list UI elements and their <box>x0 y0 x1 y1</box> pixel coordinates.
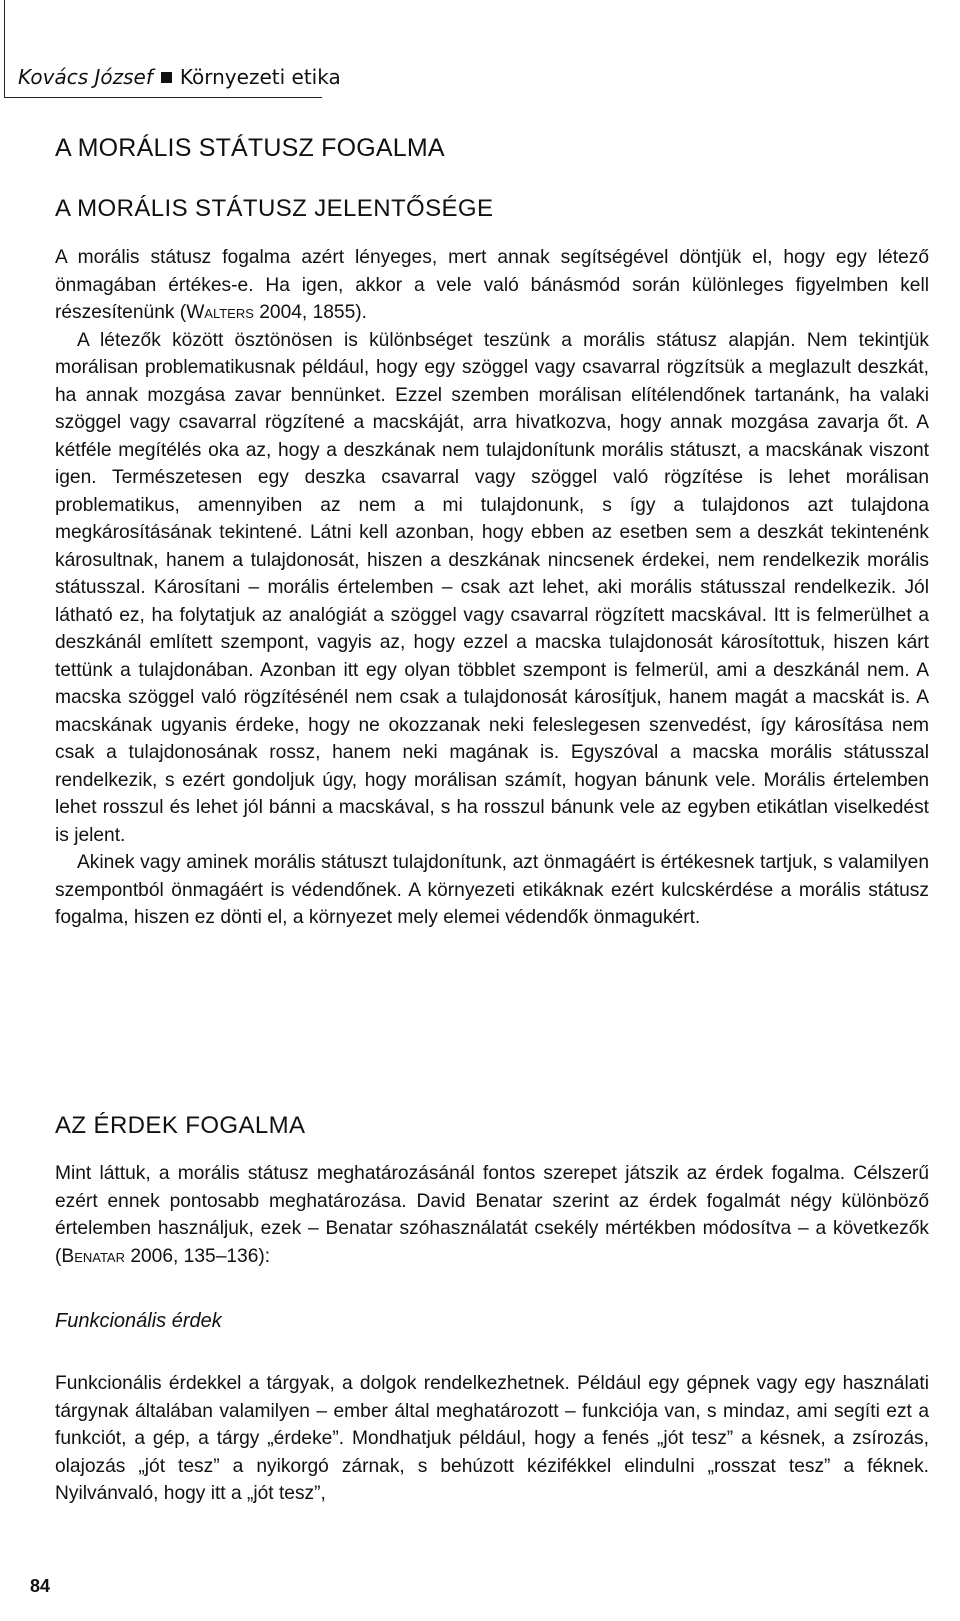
section-title-significance: A MORÁLIS STÁTUSZ JELENTŐSÉGE <box>55 195 494 222</box>
paragraph <box>55 1160 929 1270</box>
header-vertical-rule <box>4 0 5 98</box>
section2-body <box>55 1160 929 1270</box>
header-book-title: Környezeti etika <box>179 65 341 89</box>
paragraph-text: A morális státusz fogalma azért lényeges, mert annak segítségével döntjük el, hogy egy létező önmagában értékes-e. Ha igen, akkor a vele való bánásmód során különleges figyelmben kell részesítenünk ( <box>55 247 929 323</box>
paragraph-text: Mint láttuk, a morális státusz meghatározásánál fontos szerepet játszik az érdek fogalma. Célszerű ezért ennek pontosabb meghatározása. David Benatar szerint az érdek fogalmát négy különböző értelemben használjuk, ezek – Benatar szóhasználatát csekély mértékben módosítva – a következők ( <box>55 1163 929 1267</box>
subsection-title: Funkcionális érdek <box>55 1310 222 1332</box>
section-title-interest: AZ ÉRDEK FOGALMA <box>55 1112 306 1139</box>
paragraph <box>55 244 929 327</box>
citation-author: Walters <box>186 302 254 323</box>
running-head <box>18 64 341 90</box>
page-number: 84 <box>30 1576 51 1596</box>
paragraph: A létezők között ösztönösen is különbséget teszünk a morális státusz alapján. Nem tekintjük morálisan problematikusnak például, hogy egy szöggel vagy csavarral rögzítsük a meglazult deszkát, ha annak mozgása zavar bennünket. Ezzel szemben morálisan elítélendőnek tartanánk, ha valaki szöggel vagy csavarral rögzítené a macskáját, arra hivatkozva, hogy annak mozgása zavarja őt. A kétféle megítélés oka az, hogy a deszkának nem tulajdonítunk morális státuszt, a macskának viszont igen. Természetesen egy deszka csavarral vagy szöggel való rögzítése is lehet morálisan problematikus, amennyiben az nem a mi tulajdonunk, s így a tulajdonos azt tulajdona megkárosításának tekintené. Látni kell azonban, hogy ebben az esetben sem a deszkát tekintenénk károsultnak, hanem a tulajdonosát, hiszen a deszkának nincsenek érdekei, nem rendelkezik morális státusszal. Károsítani – morális értelemben – csak azt lehet, aki morális státusszal rendelkezik. Jól látható ez, ha folytatjuk az analógiát a szöggel vagy csavarral rögzített macskával. Itt is felmerülhet a deszkánál említett szempont, vagyis az, hogy ezzel a macska tulajdonosát károsítottuk, hiszen kárt tettünk a tulajdonában. Azonban itt egy olyan többlet szempont is felmerül, ami a deszkánál nem. A macska szöggel való rögzítésénél nem csak a tulajdonosát károsítjuk, hanem magát a macskát is. A macskának ugyanis érdeke, hogy ne okozzanak neki feleslegesen szenvedést, így károsítása nem csak a tulajdonosának rossz, hanem neki magának is. Egyszóval a macska morális státusszal rendelkezik, s ezért gondoljuk úgy, hogy morálisan számít, hogyan bánunk vele. Morális értelemben lehet rosszul és lehet jól bánni a macskával, s ha rosszul bánunk vele az egyben etikátlan viselkedést is jelent. <box>55 329 929 846</box>
paragraph: Akinek vagy aminek morális státuszt tulajdonítunk, azt önmagáért is értékesnek tartjuk, s valamilyen szempontból önmagáért is védendőnek. A környezeti etikáknak ezért kulcskérdése a morális státusz fogalma, hiszen ez dönti el, a környezet mely elemei védendők önmagukért. <box>55 852 929 928</box>
header-author: Kovács József <box>18 65 153 89</box>
header-horizontal-rule <box>4 97 322 98</box>
square-bullet-icon <box>161 72 172 83</box>
chapter-title: A MORÁLIS STÁTUSZ FOGALMA <box>55 134 445 162</box>
paragraph-text: 2004, 1855). <box>253 302 367 323</box>
paragraph-text: 2006, 135–136): <box>125 1245 271 1267</box>
subsection-body <box>55 1370 929 1508</box>
paragraph: Funkcionális érdekkel a tárgyak, a dolgok rendelkezhetnek. Például egy gépnek vagy egy használati tárgynak általában valamilyen – ember által meghatározott – funkciója van, s mindaz, ami segíti ezt a funkciót, a gép, a tárgy „érdeke”. Mondhatjuk például, hogy a fenés „jót tesz” a késnek, a zsírozás, olajozás „jót tesz” a nyikorgó zárnak, s behúzott kézifékkel elindulni „rosszat tesz” a féknek. Nyilvánvaló, hogy itt a „jót tesz”, <box>55 1373 929 1504</box>
citation-author: Benatar <box>61 1245 125 1267</box>
section1-body <box>55 244 929 932</box>
